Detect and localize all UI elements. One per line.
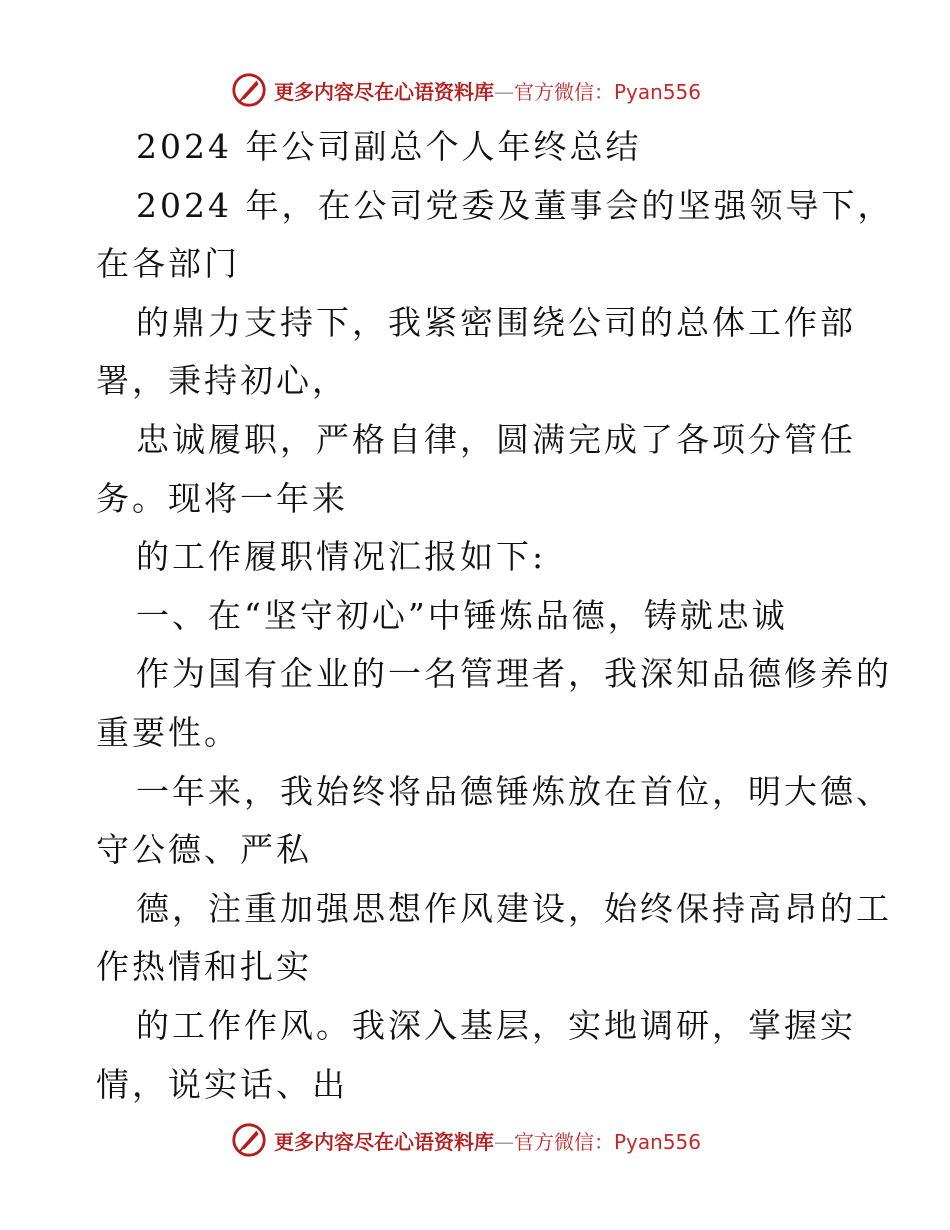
- document-body: [96, 118, 894, 1114]
- section-heading: 一、在“坚守初心”中锤炼品德，铸就忠诚: [136, 595, 788, 635]
- watermark-separator: —: [494, 1129, 514, 1154]
- watermark-contact: 官方微信：Pyan556: [514, 79, 702, 104]
- watermark-banner-bottom: [230, 1120, 701, 1160]
- text-line: 的工作履职情况汇报如下:: [136, 537, 547, 577]
- watermark-separator: —: [494, 79, 514, 104]
- text-line: 的工作作风。我深入基层，实地调研，掌握实: [136, 1005, 856, 1045]
- watermark-text: [274, 1126, 701, 1155]
- text-line: 忠诚履职，严格自律，圆满完成了各项分管任: [136, 419, 856, 459]
- watermark-brand: 更多内容尽在心语资料库: [274, 79, 494, 104]
- watermark-banner-top: [230, 70, 701, 110]
- document-title: 2024 年公司副总个人年终总结: [136, 127, 642, 166]
- text-line: 署，秉持初心，: [96, 361, 348, 401]
- text-line: 在各部门: [96, 244, 240, 284]
- text-line: 务。现将一年来: [96, 478, 348, 518]
- text-line: 重要性。: [96, 712, 240, 752]
- quill-logo-icon: [230, 71, 268, 109]
- text-line: 情，说实话、出: [96, 1064, 348, 1104]
- quill-logo-icon: [230, 1121, 268, 1159]
- text-line: 作热情和扎实: [96, 947, 312, 987]
- watermark-brand: 更多内容尽在心语资料库: [274, 1129, 494, 1154]
- text-line: 德，注重加强思想作风建设，始终保持高昂的工: [136, 888, 892, 928]
- text-line: 作为国有企业的一名管理者，我深知品德修养的: [136, 654, 892, 694]
- text-line: 一年来，我始终将品德锤炼放在首位，明大德、: [136, 771, 892, 811]
- watermark-text: [274, 76, 701, 105]
- text-line: 2024 年，在公司党委及董事会的坚强领导下，: [136, 185, 894, 225]
- watermark-contact: 官方微信：Pyan556: [514, 1129, 702, 1154]
- text-line: 的鼎力支持下，我紧密围绕公司的总体工作部: [136, 302, 856, 342]
- text-line: 守公德、严私: [96, 830, 312, 870]
